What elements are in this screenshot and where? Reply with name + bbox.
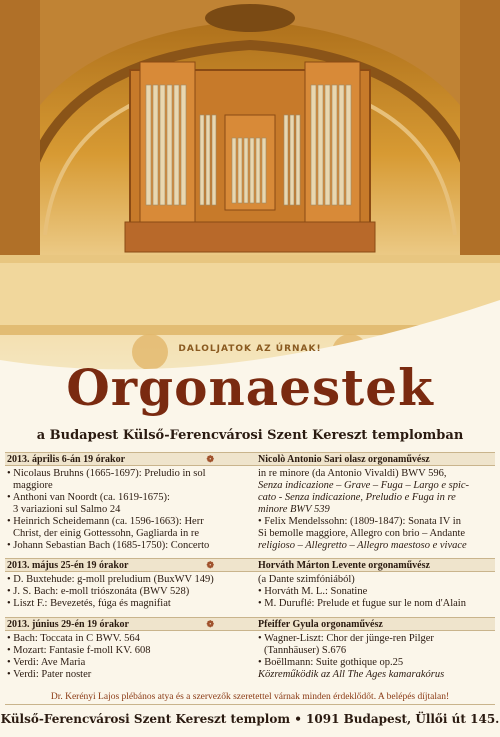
program-line: maggiore <box>13 480 53 491</box>
rose-ornament-icon: ❁ <box>206 619 214 629</box>
program-line: in re minore (da Antonio Vivaldi) BWV 596, <box>258 468 447 479</box>
program-line: • M. Duruflé: Prelude et fugue sur le nom d'Alain <box>258 598 466 609</box>
program-line: Christ, der einig Gottessohn, Gagliarda in re <box>13 528 200 539</box>
program-line: • Heinrich Scheidemann (ca. 1596-1663): Herr <box>7 516 204 527</box>
concert-2 <box>5 558 495 610</box>
program-line: • J. S. Bach: e-moll triószonáta (BWV 528) <box>7 586 190 597</box>
concert-date: 2013. június 29-én 19 órakor <box>7 619 129 630</box>
program-line: Közreműködik az All The Ages kamarakórus <box>258 669 445 680</box>
program-line: minore BWV 539 <box>258 504 330 515</box>
program-left <box>5 574 250 610</box>
program-line: (a Dante szimfóniából) <box>258 574 355 585</box>
program-right <box>250 574 495 610</box>
program-right <box>250 633 495 681</box>
concert-performer: Pfeiffer Gyula orgonaművész <box>258 619 383 630</box>
program-line: • Bach: Toccata in C BWV. 564 <box>7 633 140 644</box>
concert-performer: Horváth Márton Levente orgonaművész <box>258 560 430 571</box>
concert-3 <box>5 617 495 681</box>
program-line: • Mozart: Fantasie f-moll KV. 608 <box>7 645 151 656</box>
program-line: • Johann Sebastian Bach (1685-1750): Concerto <box>7 540 210 551</box>
concert-date: 2013. április 6-án 19 órakor <box>7 454 126 465</box>
program-line: • Felix Mendelssohn: (1809-1847): Sonata IV in <box>258 516 461 527</box>
program-line: cato - Senza indicazione, Preludio e Fuga in re <box>258 492 456 503</box>
invitation-note: Dr. Kerényi Lajos plébános atya és a szervezők szeretettel várnak minden érdeklődőt. A belépés díjtalan! <box>50 692 450 702</box>
program-line: • Verdi: Ave Maria <box>7 657 86 668</box>
venue-address: Külső-Ferencvárosi Szent Kereszt templom • 1091 Budapest, Üllői út 145. <box>0 712 500 726</box>
page-title: Orgonaestek <box>66 358 434 417</box>
rose-ornament-icon: ❁ <box>206 454 214 464</box>
program-line: • D. Buxtehude: g-moll preludium (BuxWV 149) <box>7 574 214 585</box>
concert-header <box>5 558 495 572</box>
program-line: Senza indicazione – Grave – Fuga – Largo e spic- <box>258 480 470 491</box>
divider <box>5 704 495 705</box>
program-left <box>5 468 250 552</box>
concert-header <box>5 452 495 466</box>
program-line: • Boëllmann: Suite gothique op.25 <box>258 657 404 668</box>
program-line: 3 variazioni sul Salmo 24 <box>13 504 121 515</box>
program-line: (Tannhäuser) S.676 <box>264 645 347 656</box>
concert-1 <box>5 452 495 552</box>
program-left <box>5 633 250 681</box>
program-line: • Anthoni van Noordt (ca. 1619-1675): <box>7 492 170 503</box>
program-line: Si bemolle maggiore, Allegro con brio – Andante <box>258 528 466 539</box>
program-line: • Nicolaus Bruhns (1665-1697): Preludio in sol <box>7 468 206 479</box>
concert-performer: Nicolò Antonio Sari olasz orgonaművész <box>258 454 430 465</box>
page-subtitle: a Budapest Külső-Ferencvárosi Szent Kereszt templomban <box>36 428 464 443</box>
program-line: • Wagner-Liszt: Chor der jünge-ren Pilger <box>258 633 434 644</box>
concert-date: 2013. május 25-én 19 órakor <box>7 560 129 571</box>
rose-ornament-icon: ❁ <box>206 560 214 570</box>
program-line: • Verdi: Pater noster <box>7 669 92 680</box>
program-line: religioso – Allegretto – Allegro maestoso e vivace <box>258 540 467 551</box>
program-right <box>250 468 495 552</box>
program-line: • Horváth M. L.: Sonatine <box>258 586 368 597</box>
hero-inscription: DALOLJATOK AZ ÚRNAK! <box>178 344 322 354</box>
program-line: • Liszt F.: Bevezetés, fúga és magnifiat <box>7 598 171 609</box>
concert-header <box>5 617 495 631</box>
